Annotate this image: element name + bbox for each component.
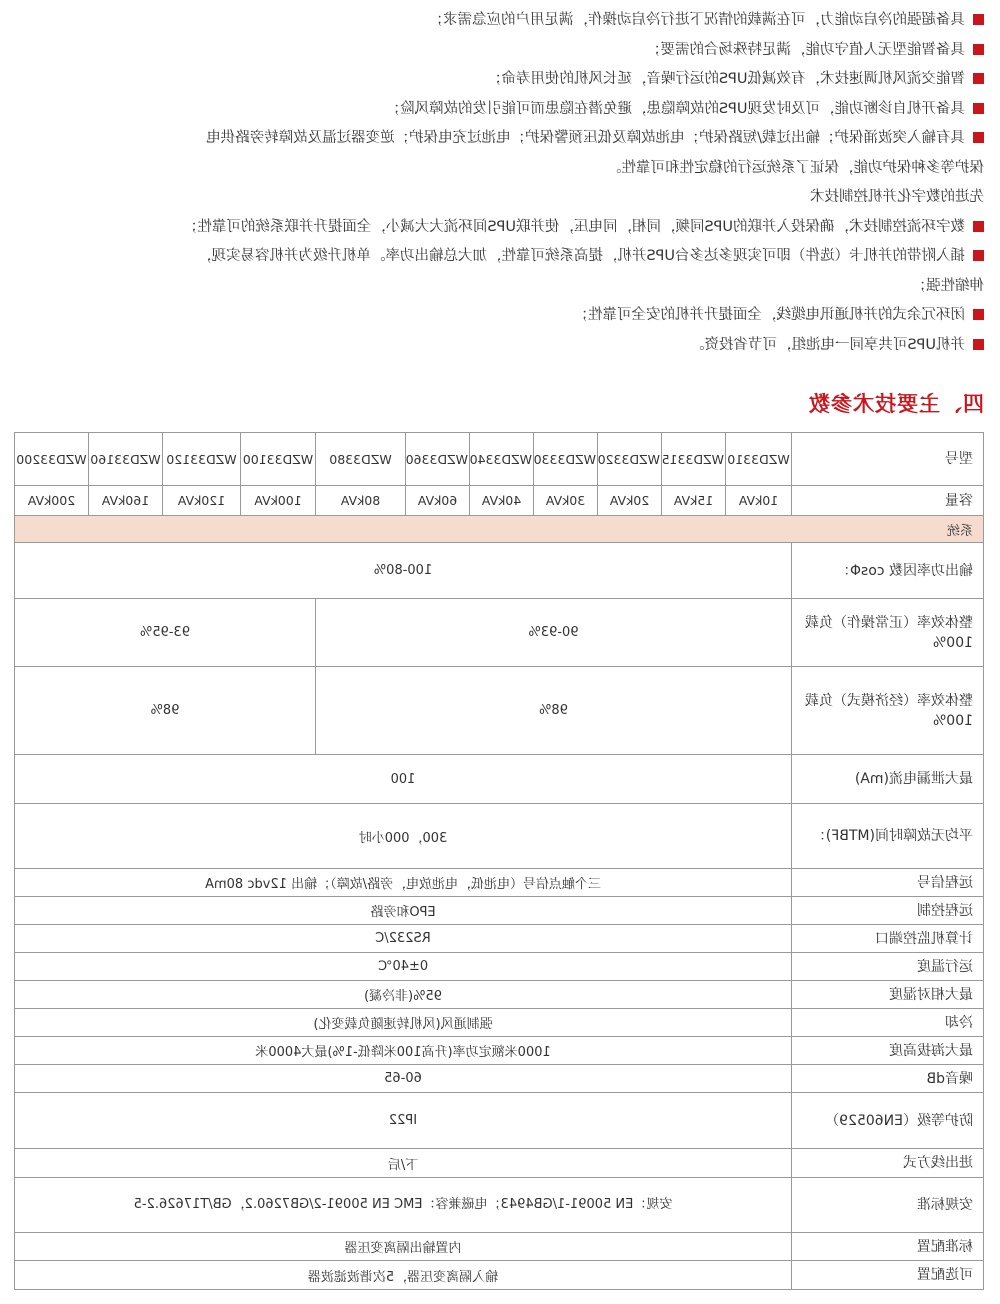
model-cell: WZD3340 (470, 433, 534, 486)
subheading: 先进的数字化并机控制技术 (810, 189, 984, 205)
value-cell: 输入隔离变压器，5次谐波滤波器 (15, 1261, 792, 1290)
value-cell: 下/后 (15, 1149, 792, 1178)
row-label: 冷却 (792, 1009, 984, 1037)
table-row (15, 953, 984, 981)
section-header-cell: 系统 (15, 516, 984, 543)
row-label: 标准配置 (792, 1233, 984, 1261)
table-row (15, 1178, 984, 1233)
value-cell: 95%(非冷凝) (15, 981, 792, 1009)
row-label: 容量 (792, 486, 984, 516)
red-square-bullet-icon (973, 103, 984, 114)
table-row (15, 543, 984, 599)
table-row (15, 1065, 984, 1093)
list-item: 智能交流风机调速技术，有效减低UPS的运行噪音，延长风机的使用寿命； (14, 65, 984, 95)
capacity-cell: 20kVA (598, 486, 662, 516)
list-item: 并机UPS可共享同一电池组，可节省投资。 (14, 331, 984, 361)
row-label: 最大相对湿度 (792, 981, 984, 1009)
table-row (15, 1037, 984, 1065)
table-row-model (15, 433, 984, 486)
value-cell: 100 (15, 755, 792, 804)
row-label: 远程信号 (792, 869, 984, 897)
value-cell: EPO和旁路 (15, 897, 792, 925)
table-row (15, 981, 984, 1009)
model-cell: WZD3315 (662, 433, 726, 486)
value-cell: 内置输出隔离变压器 (15, 1233, 792, 1261)
table-row (15, 925, 984, 953)
value-cell: RS232/C (15, 925, 792, 953)
red-square-bullet-icon (973, 73, 984, 84)
row-label: 最大海拔高度 (792, 1037, 984, 1065)
table-row (15, 804, 984, 869)
value-cell: 安规：EN 50091-1/GB4943；电磁兼容：EMC EN 50091-2/GB7260.2，GB/T17626.2-5 (15, 1178, 792, 1233)
table-row (15, 1093, 984, 1149)
model-cell: WZD33120 (163, 433, 241, 486)
table-row (15, 1149, 984, 1178)
row-label: 计算机监控端口 (792, 925, 984, 953)
value-cell: IP22 (15, 1093, 792, 1149)
table-row (15, 1261, 984, 1290)
capacity-cell: 40kVA (470, 486, 534, 516)
value-cell: 0±40℃ (15, 953, 792, 981)
capacity-cell: 60kVA (406, 486, 470, 516)
row-label: 整体效率（经济模式）负载100% (792, 667, 984, 755)
table-row (15, 667, 984, 755)
row-label: 可选配置 (792, 1261, 984, 1290)
model-cell: WZD3380 (316, 433, 406, 486)
model-cell: WZD33160 (89, 433, 163, 486)
red-square-bullet-icon (973, 221, 984, 232)
row-label: 输出功率因数 cosΦ： (792, 543, 984, 599)
list-item: 数字环流控制技术，确保投入并联的UPS同频，同相，同电压，使并联UPS间环流大大减小，全面提升并联系统的可靠性； (14, 213, 984, 243)
row-label: 平均无故障时间(MTBF)： (792, 804, 984, 869)
value-cell: 98% (316, 667, 792, 755)
capacity-cell: 30kVA (534, 486, 598, 516)
red-square-bullet-icon (973, 132, 984, 143)
section-title: 四、主要技术参数 (808, 392, 984, 416)
table-row (15, 869, 984, 897)
row-label: 整体效率（正常操作）负载100% (792, 599, 984, 667)
capacity-cell: 160kVA (89, 486, 163, 516)
list-item: 具备开机自诊断功能，可及时发现UPS的故障隐患，避免潜在隐患而可能引发的故障风险； (14, 95, 984, 125)
model-cell: WZD3360 (406, 433, 470, 486)
list-item: 具有输入突波涌保护；输出过载/短路保护；电池故障及低压预警保护；电池过充电保护；逆变器过温及故障转旁路供电 (14, 124, 984, 154)
row-label: 最大泄漏电流(mA) (792, 755, 984, 804)
model-cell: WZD3320 (598, 433, 662, 486)
table-row (15, 599, 984, 667)
list-item: 具备超强的冷启动能力，可在满载的情况下进行冷启动操作，满足用户的应急需求； (14, 6, 984, 36)
list-item: 具备智能型无人值守功能，满足特殊场合的需要； (14, 36, 984, 66)
value-cell: 60-65 (15, 1065, 792, 1093)
row-label: 远程控制 (792, 897, 984, 925)
capacity-cell: 100kVA (241, 486, 316, 516)
row-label: 进出线方式 (792, 1149, 984, 1178)
value-cell: 强制通风(风机转速随负载变化) (15, 1009, 792, 1037)
capacity-cell: 10kVA (726, 486, 792, 516)
table-row (15, 755, 984, 804)
model-cell: WZD33200 (15, 433, 89, 486)
feature-list (14, 6, 984, 360)
capacity-cell: 15kVA (662, 486, 726, 516)
red-square-bullet-icon (973, 44, 984, 55)
model-cell: WZD3310 (726, 433, 792, 486)
value-cell: 90-93% (316, 599, 792, 667)
value-cell: 300，000小时 (15, 804, 792, 869)
capacity-cell: 200kVA (15, 486, 89, 516)
list-item-continuation: 保护等多种保护功能，保证了系统运行的稳定性和可靠性。 (607, 159, 984, 176)
row-label: 噪音dB (792, 1065, 984, 1093)
value-cell: 三个触点信号（电池低，电池放电，旁路/故障）；输出 12vdc 80mA (15, 869, 792, 897)
table-row (15, 897, 984, 925)
table-row (15, 1009, 984, 1037)
value-cell: 93-95% (15, 599, 316, 667)
row-label: 运行温度 (792, 953, 984, 981)
value-cell: 98% (15, 667, 316, 755)
row-label: 安规标准 (792, 1178, 984, 1233)
table-row-capacity (15, 486, 984, 516)
value-cell: 100-80% (15, 543, 792, 599)
red-square-bullet-icon (973, 339, 984, 350)
model-cell: WZD3330 (534, 433, 598, 486)
row-label: 防护等级（EN60529） (792, 1093, 984, 1149)
list-item-continuation: 伸缩性强； (911, 277, 984, 294)
red-square-bullet-icon (973, 250, 984, 261)
table-row (15, 1233, 984, 1261)
model-cell: WZD33100 (241, 433, 316, 486)
list-item: 闭环冗余式的并机通讯电缆线，全面提升并机的安全可靠性； (14, 301, 984, 331)
spec-table (14, 432, 984, 1290)
capacity-cell: 80kVA (316, 486, 406, 516)
list-item: 插入附带的并机卡（选件）即可实现多达多台UPS并机，提高系统可靠性，加大总输出功率。单机升级为并机容易实现， (14, 242, 984, 272)
capacity-cell: 120kVA (163, 486, 241, 516)
value-cell: 1000米额定功率(升高100米降低-1%)最大4000米 (15, 1037, 792, 1065)
red-square-bullet-icon (973, 309, 984, 320)
red-square-bullet-icon (973, 14, 984, 25)
table-row-section-system (15, 516, 984, 543)
row-label: 型号 (792, 433, 984, 486)
